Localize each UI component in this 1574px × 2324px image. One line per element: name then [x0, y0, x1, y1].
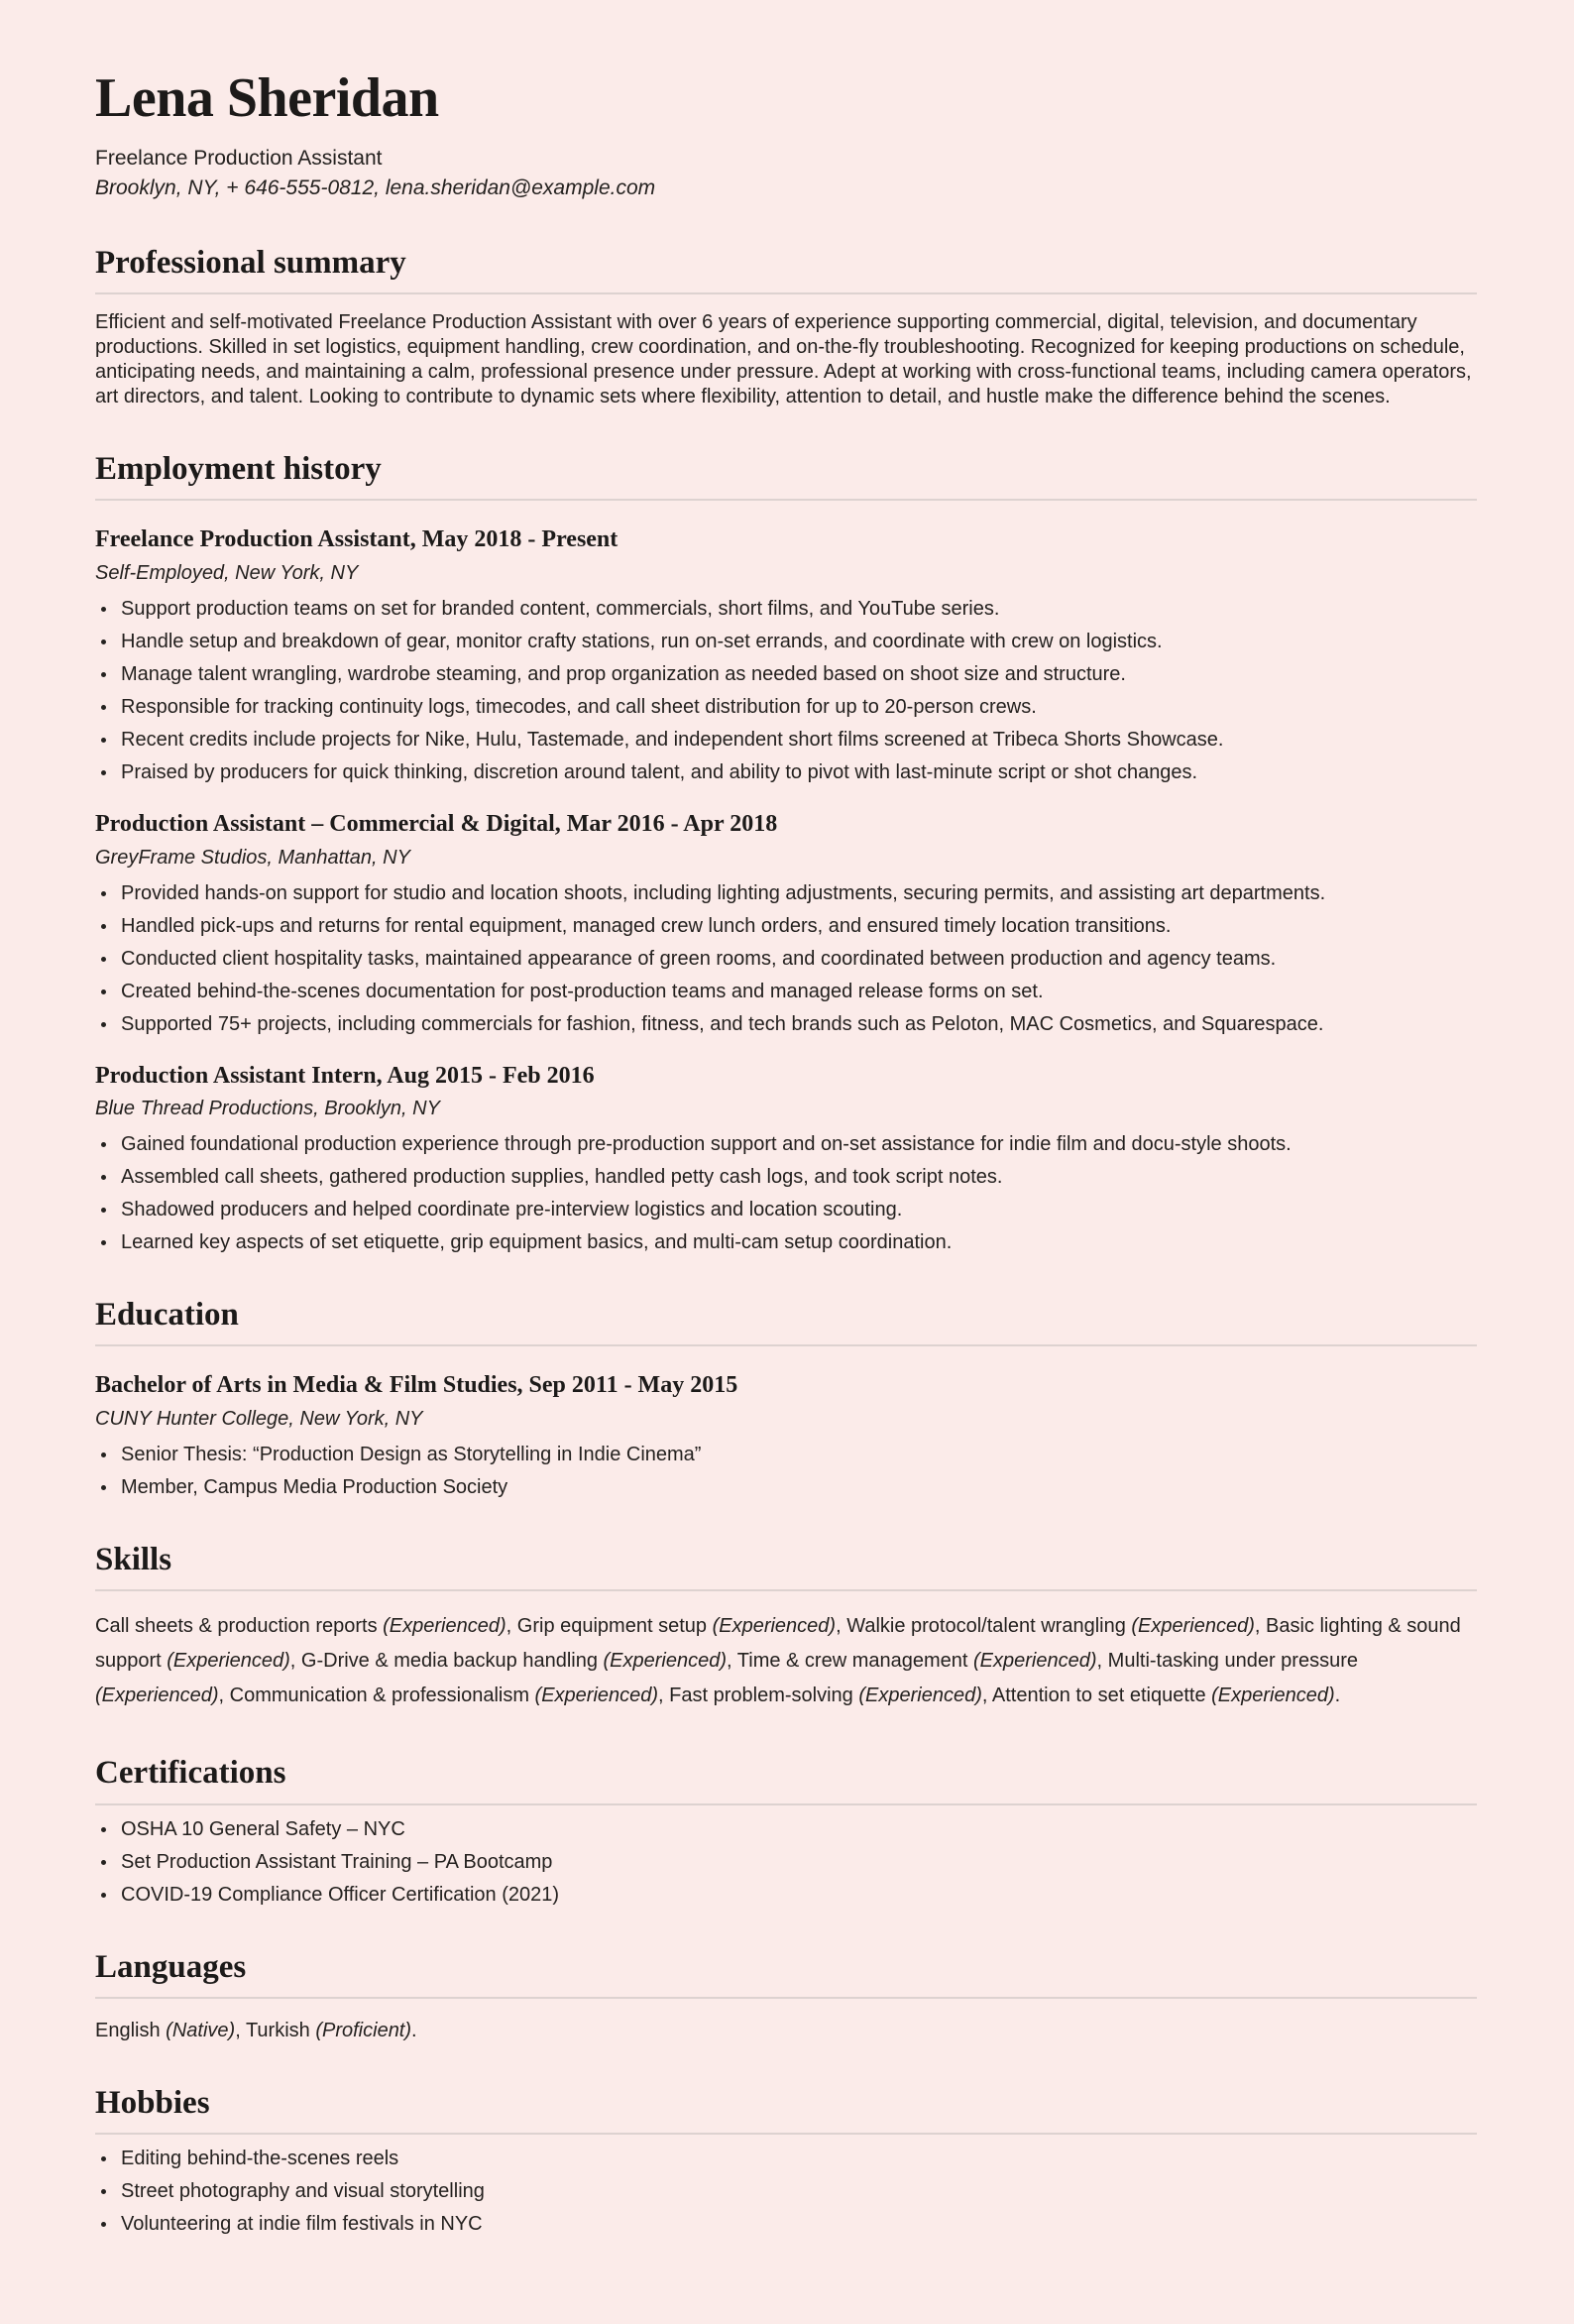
resume-header [95, 69, 1477, 203]
inline-item [246, 2020, 411, 2041]
section-employment-history [95, 451, 1477, 1255]
education-heading: Education [95, 1297, 1477, 1346]
bullet-item: Learned key aspects of set etiquette, grip equipment basics, and multi-cam setup coordination. [95, 1230, 1477, 1255]
section-certifications [95, 1755, 1477, 1907]
section-professional-summary [95, 245, 1477, 409]
entry-bullets [95, 881, 1477, 1037]
inline-item [992, 1685, 1335, 1706]
certifications-heading: Certifications [95, 1755, 1477, 1804]
inline-item-level: (Experienced) [161, 1650, 290, 1673]
bullet-item: Manage talent wrangling, wardrobe steaming, and prop organization as needed based on shoot size and structure. [95, 662, 1477, 687]
bullet-item: Street photography and visual storytelling [95, 2179, 1477, 2204]
section-hobbies [95, 2085, 1477, 2237]
bullet-item: Senior Thesis: “Production Design as Storytelling in Indie Cinema” [95, 1443, 1477, 1467]
bullet-item: Assembled call sheets, gathered production supplies, handled petty cash logs, and took script notes. [95, 1165, 1477, 1190]
bullet-item: Handled pick-ups and returns for rental equipment, managed crew lunch orders, and ensured timely location transitions. [95, 914, 1477, 939]
inline-item-name: Basic lighting & sound support [95, 1615, 1461, 1673]
inline-item-name: Walkie protocol/talent wrangling [846, 1615, 1126, 1638]
inline-item [95, 2020, 235, 2041]
entry [95, 1372, 1477, 1500]
inline-item-level: (Experienced) [1125, 1615, 1255, 1638]
section-education [95, 1297, 1477, 1500]
inline-item-name: Time & crew management [736, 1650, 968, 1673]
entry-subtitle: GreyFrame Studios, Manhattan, NY [95, 846, 410, 869]
bullet-item: Handle setup and breakdown of gear, monitor crafty stations, run on-set errands, and coordinate with crew on logistics. [95, 630, 1477, 654]
entry [95, 811, 1477, 1037]
bullet-item: Responsible for tracking continuity logs, timecodes, and call sheet distribution for up to 20-person crews. [95, 695, 1477, 720]
bullet-item: Created behind-the-scenes documentation for post-production teams and managed release forms on set. [95, 980, 1477, 1004]
inline-item-level: (Experienced) [707, 1615, 837, 1638]
inline-item-level: (Experienced) [95, 1685, 219, 1707]
inline-item-level: (Proficient) [309, 2019, 412, 2041]
inline-item [737, 1650, 1097, 1672]
entry-title: Freelance Production Assistant, May 2018 - Present [95, 526, 618, 553]
bullet-item: Support production teams on set for branded content, commercials, short films, and YouTube series. [95, 597, 1477, 622]
inline-item-name: Turkish [245, 2019, 310, 2041]
languages-list: English (Native), Turkish (Proficient). [95, 2019, 417, 2041]
bullet-item: Supported 75+ projects, including commercials for fashion, fitness, and tech brands such as Peloton, MAC Cosmetics, and Squarespace. [95, 1012, 1477, 1037]
entry-title: Bachelor of Arts in Media & Film Studies, Sep 2011 - May 2015 [95, 1372, 738, 1399]
inline-item-level: (Experienced) [1205, 1685, 1335, 1707]
employment-heading: Employment history [95, 451, 1477, 501]
bullet-item: Conducted client hospitality tasks, maintained appearance of green rooms, and coordinated between production and agency teams. [95, 947, 1477, 972]
entry-bullets [95, 1443, 1477, 1500]
inline-item-name: Grip equipment setup [516, 1615, 708, 1638]
entry [95, 1063, 1477, 1256]
inline-item-name: G-Drive & media backup handling [300, 1650, 598, 1673]
hobbies-list [95, 2147, 1477, 2237]
inline-item-name: English [95, 2019, 161, 2041]
inline-item-level: (Native) [160, 2019, 236, 2041]
entry [95, 526, 1477, 785]
inline-item-level: (Experienced) [528, 1685, 659, 1707]
bullet-item: Recent credits include projects for Nike, Hulu, Tastemade, and independent short films screened at Tribeca Shorts Showcase. [95, 728, 1477, 753]
inline-item [846, 1615, 1255, 1637]
certifications-list [95, 1817, 1477, 1908]
entry-bullets [95, 597, 1477, 785]
education-entries [95, 1372, 1477, 1500]
inline-item-level: (Experienced) [597, 1650, 728, 1673]
entry-title: Production Assistant Intern, Aug 2015 - Feb 2016 [95, 1062, 595, 1089]
summary-heading: Professional summary [95, 245, 1477, 294]
inline-item-name: Fast problem-solving [669, 1685, 853, 1707]
inline-item-name: Call sheets & production reports [95, 1615, 378, 1638]
entry-bullets [95, 1132, 1477, 1255]
bullet-item: Member, Campus Media Production Society [95, 1475, 1477, 1500]
bullet-item: Shadowed producers and helped coordinate pre-interview logistics and location scouting. [95, 1198, 1477, 1222]
candidate-job-title: Freelance Production Assistant [95, 146, 383, 170]
bullet-item: Gained foundational production experience through pre-production support and on-set assistance for indie film and docu-style shoots. [95, 1132, 1477, 1157]
inline-item [301, 1650, 727, 1672]
entry-subtitle: Blue Thread Productions, Brooklyn, NY [95, 1098, 440, 1120]
employment-entries [95, 526, 1477, 1255]
entry-title: Production Assistant – Commercial & Digital, Mar 2016 - Apr 2018 [95, 810, 778, 837]
inline-item [517, 1615, 836, 1637]
inline-item [669, 1685, 982, 1706]
skills-heading: Skills [95, 1542, 1477, 1591]
candidate-contact-line: Brooklyn, NY, + 646-555-0812, lena.sheridan@example.com [95, 175, 656, 199]
section-skills [95, 1542, 1477, 1713]
bullet-item: Set Production Assistant Training – PA Bootcamp [95, 1850, 1477, 1875]
inline-item-name: Attention to set etiquette [991, 1685, 1206, 1707]
inline-item-level: (Experienced) [852, 1685, 982, 1707]
bullet-item: Provided hands-on support for studio and location shoots, including lighting adjustments, securing permits, and assisting art departments. [95, 881, 1477, 906]
bullet-item: Editing behind-the-scenes reels [95, 2147, 1477, 2171]
bullet-item: COVID-19 Compliance Officer Certification (2021) [95, 1883, 1477, 1908]
bullet-item: OSHA 10 General Safety – NYC [95, 1817, 1477, 1842]
inline-item [230, 1685, 658, 1706]
languages-heading: Languages [95, 1949, 1477, 1999]
bullet-item: Volunteering at indie film festivals in NYC [95, 2212, 1477, 2237]
candidate-name: Lena Sheridan [95, 67, 439, 129]
inline-item-level: (Experienced) [377, 1615, 506, 1638]
entry-subtitle: Self-Employed, New York, NY [95, 561, 359, 584]
section-languages [95, 1949, 1477, 2043]
inline-item-name: Communication & professionalism [229, 1685, 529, 1707]
skills-list: Call sheets & production reports (Experienced), Grip equipment setup (Experienced), Walkie protocol/talent wrangling (Experienced), Basic lighting & sound support (Experienced), G-Drive & media backup handling (Experienced), Time & crew management (Experienced), Multi-tasking under pressure (Experienced), Communication & professionalism (Experienced), Fast problem-solving (Experienced), Attention to set etiquette (Experienced). [95, 1615, 1461, 1707]
bullet-item: Praised by producers for quick thinking, discretion around talent, and ability to pivot with last-minute script or shot changes. [95, 760, 1477, 785]
inline-item-name: Multi-tasking under pressure [1107, 1650, 1358, 1673]
inline-item [95, 1615, 506, 1637]
entry-subtitle: CUNY Hunter College, New York, NY [95, 1408, 423, 1431]
inline-item-level: (Experienced) [967, 1650, 1097, 1673]
hobbies-heading: Hobbies [95, 2085, 1477, 2135]
summary-text: Efficient and self-motivated Freelance Production Assistant with over 6 years of experience supporting commercial, digital, television, and documentary productions. Skilled in set logistics, equipment handling, crew coordination, and on-the-fly troubleshooting. Recognized for keeping productions on schedule, anticipating needs, and maintaining a calm, professional presence under pressure. Adept at working with cross-functional teams, including camera operators, art directors, and talent. Looking to contribute to dynamic sets where flexibility, attention to detail, and hustle make the difference behind the scenes. [95, 311, 1472, 408]
